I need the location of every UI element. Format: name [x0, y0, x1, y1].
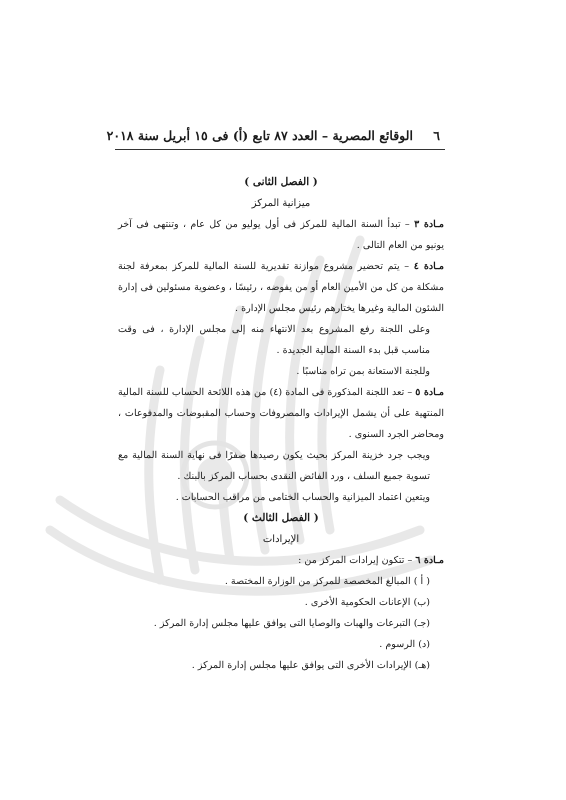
paragraph-4: ويتعين اعتماد الميزانية والحساب الختامى من مراقب الحسابات .	[175, 492, 430, 503]
paragraph-1: وعلى اللجنة رفع المشروع بعد الانتهاء منه إلى مجلس الإدارة ، فى وقت مناسب قبل بدء السنة المالية الجديدة .	[118, 324, 430, 356]
paragraph-3: ويجب جرد خزينة المركز بحيث يكون رصيدها صفرًا فى نهاية السنة المالية مع تسوية جميع السلف ، ورد الفائض النقدى بحساب المركز بالبنك .	[118, 450, 430, 482]
article-3	[118, 214, 444, 256]
document-body	[118, 172, 444, 676]
article-5-label: مـادة ٥	[415, 387, 445, 398]
article-6-text: – تتكون إيرادات المركز من :	[298, 555, 416, 566]
page-number: ٦	[433, 128, 440, 143]
article-5-text: – تعد اللجنة المذكورة فى المادة (٤) من هذه اللائحة الحساب للسنة المالية المنتهية على أن يشمل الإيرادات والمصروفات وحساب المقبوضات والمدفوعات ، ومحاضر الجرد السنوى .	[118, 387, 444, 440]
article-4	[118, 256, 444, 319]
article-3-text: – تبدأ السنة المالية للمركز فى أول يوليو من كل عام ، وتنتهى فى آخر يونيو من العام التالى .	[118, 219, 444, 251]
article-5	[118, 382, 444, 445]
article-6	[118, 550, 444, 571]
list-item: (د) الرسوم .	[379, 639, 430, 650]
paragraph-2: وللجنة الاستعانة بمن تراه مناسبًا .	[296, 366, 430, 377]
chapter-2-subtitle: ميزانية المركز	[251, 198, 311, 209]
article-4-label: مـادة ٤	[413, 261, 445, 272]
chapter-2-title: ( الفصل الثانى )	[244, 176, 318, 188]
article-3-label: مـادة ٣	[414, 219, 444, 230]
article-6-label: مـادة ٦	[415, 555, 444, 566]
list-item: (جـ) التبرعات والهبات والوصايا التى يوافق عليها مجلس إدارة المركز .	[153, 618, 430, 629]
gazette-title: الوقائع المصرية – العدد ٨٧ تابع (أ) فى ١٥ أبريل سنة ٢٠١٨	[106, 128, 413, 143]
chapter-3-title: ( الفصل الثالث )	[243, 512, 319, 524]
list-item: (ب) الإعانات الحكومية الأخرى .	[304, 597, 430, 608]
list-item: ( أ ) المبالغ المخصصة للمركز من الوزارة المختصة .	[224, 576, 430, 587]
article-4-text: – يتم تحضير مشروع موازنة تقديرية للسنة المالية للمركز بمعرفة لجنة مشكلة من كل من الأمين العام أو من يفوضه ، رئيسًا ، وعضوية مسئولين فى إدارة الشئون المالية وغيرها يختارهم رئيس مجلس الإدارة .	[118, 261, 444, 314]
list-item: (هـ) الإيرادات الأخرى التى يوافق عليها مجلس إدارة المركز .	[191, 660, 430, 671]
chapter-3-subtitle: الإيرادات	[262, 534, 300, 545]
header-rule	[115, 149, 445, 150]
page-header	[106, 128, 440, 143]
